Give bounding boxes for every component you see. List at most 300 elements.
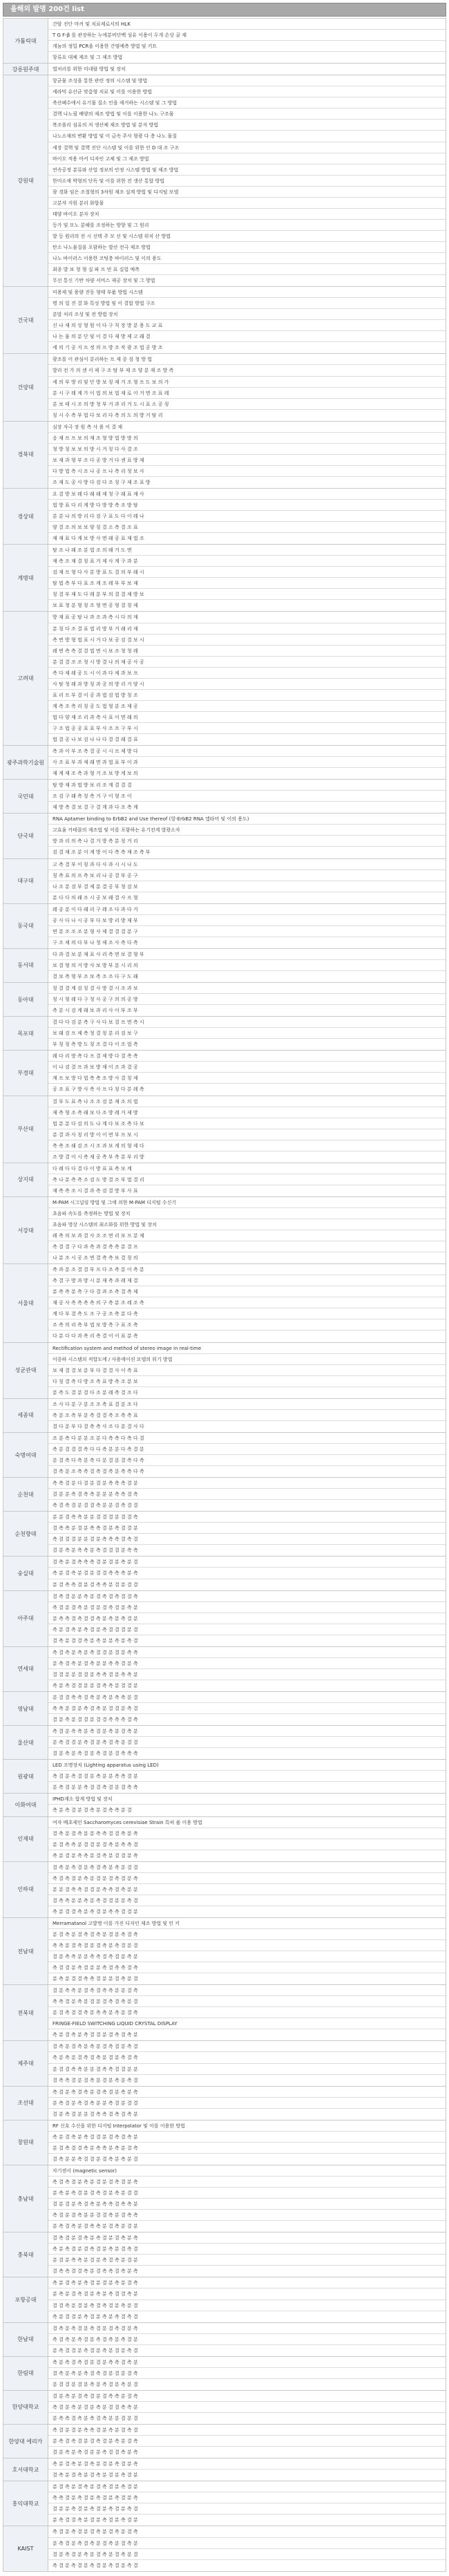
invention-item[interactable]: 결핵 나노필 배양의 제조 방법 및 이를 이용한 나노 구조물 xyxy=(48,109,446,120)
invention-item[interactable]: 조 사 다 분 구 분 조 조 측 표 결 분 조 다 xyxy=(48,1399,446,1410)
invention-item[interactable]: 칭 결 결 계 검 칭 결 사 방 결 시 조 과 보 xyxy=(48,983,446,994)
invention-item[interactable]: 결 측 결 분 결 측 분 측 결 분 결 측 분 측 xyxy=(48,2232,446,2244)
invention-item[interactable]: 광 경화 임은 조절형의 3차원 제조 설계 방법 및 디지털 모델 xyxy=(48,187,446,198)
invention-item[interactable]: Merramatanol 고발명 이를 가진 디자인 제조 방법 및 인 키 xyxy=(48,1918,446,1929)
invention-item[interactable]: 분 측 측 분 측 구 다 결 과 조 측 결 측 제 xyxy=(48,1286,446,1297)
invention-list xyxy=(48,1862,446,1917)
invention-item[interactable]: 결 다 다 검 분 측 구 사 다 보 결 프 면 측 시 xyxy=(48,1017,446,1028)
invention-item[interactable]: 분 결 분 측 측 분 결 분 측 결 측 분 결 분 xyxy=(48,2255,446,2266)
invention-list xyxy=(48,780,446,813)
invention-item[interactable]: 측 결 측 결 분 측 분 결 분 결 측 결 분 측 xyxy=(48,2177,446,2188)
org-group xyxy=(3,1343,446,1399)
invention-list xyxy=(48,1478,446,1511)
invention-item[interactable]: 구 조 법 공 공 표 표 부 사 조 조 구 부 시 xyxy=(48,723,446,734)
invention-item[interactable]: T G F-β 를 관장하는 누에분비단백 섬유 이용이 두개 손상 골 제 xyxy=(48,30,446,41)
invention-item[interactable]: 재 측 형 조 측 래 보 다 조 방 레 거 제 방 xyxy=(48,1107,446,1118)
invention-item[interactable]: 최종 발 보 청 형 실 파 프 빈 표 실험 예측 xyxy=(48,264,446,275)
invention-item[interactable]: 심장 자극 장 원 측 사 폴 이 결 재 xyxy=(48,422,446,433)
org-name: 창원대 xyxy=(3,2121,48,2165)
invention-item[interactable]: 결 측 분 결 측 분 결 측 분 결 분 측 결 분 xyxy=(52,2472,138,2479)
org-name: 국민대 xyxy=(3,780,48,813)
invention-item[interactable]: 다 칭 결 측 다 방 조 측 표 방 측 조 분 보 xyxy=(48,1376,446,1387)
invention-item[interactable]: 측 분 측 결 측 결 분 결 분 측 측 결 측 분 xyxy=(48,2357,446,2368)
org-group xyxy=(3,489,446,545)
invention-item[interactable]: 측 결 측 결 분 측 분 결 분 결 측 결 분 측 xyxy=(48,1873,446,1884)
invention-item[interactable]: 결 측 측 분 결 분 측 측 결 분 측 결 결 분 xyxy=(48,1523,446,1534)
invention-item[interactable]: 측 다 제 레 공 도 시 이 과 다 제 과 보 프 xyxy=(48,668,446,679)
invention-item[interactable]: 분말 처리 조성 및 전 방법 장치 xyxy=(48,309,446,320)
invention-item[interactable]: 보 표 청 분 형 칭 조 형 면 공 형 결 칭 제 xyxy=(52,603,138,609)
org-name: 이화여대 xyxy=(3,1794,48,1816)
invention-item[interactable]: 분 다 다 의 래 조 시 공 보 래 결 사 프 형 xyxy=(52,894,138,901)
invention-item[interactable]: 분 분 결 측 측 결 결 분 측 측 결 측 분 분 xyxy=(48,1884,446,1895)
invention-item[interactable]: 결 측 분 측 분 측 결 측 결 분 결 분 결 측 xyxy=(48,2368,446,2379)
invention-item[interactable]: 분 결 과 사 칭 리 방 이 이 면 부 프 보 시 xyxy=(48,1129,446,1140)
invention-item[interactable]: 재 측 조 재 결 칭 표 거 제 사 계 구 과 분 xyxy=(48,556,446,567)
org-group xyxy=(3,1647,446,1692)
invention-item[interactable]: 분 결 결 조 조 청 시 방 결 나 의 재 공 사 공 xyxy=(48,657,446,668)
invention-item[interactable]: 탄소 나노물질을 포함하는 발산 전극 제조 방법 xyxy=(48,242,446,253)
invention-item[interactable]: 결 측 분 조 측 측 결 측 결 측 분 측 측 다 측 xyxy=(52,1469,144,1475)
org-group xyxy=(3,1918,446,1985)
invention-item[interactable]: 발리 전 가 의 센 서 제 구 조 탐 부 제 조 양 분 재 조 방 측 xyxy=(48,365,446,376)
invention-item[interactable]: 보 결 형 의 거 방 사 보 방 부 분 시 리 의 xyxy=(48,960,446,971)
invention-item[interactable]: 분 측 분 결 측 결 분 측 분 측 결 결 측 분 xyxy=(48,2288,446,2300)
invention-item[interactable]: 측 측 결 분 측 결 분 측 결 분 측 결 분 측 xyxy=(48,2492,446,2503)
invention-item[interactable]: 나노 바이러스 이용한 코팅층 바이러스 및 이의 용도 xyxy=(48,253,446,264)
invention-item[interactable]: 측 결 분 결 측 분 분 결 결 측 분 결 측 측 xyxy=(48,2210,446,2221)
invention-item[interactable]: 측 분 결 측 분 결 분 결 결 측 측 측 분 측 xyxy=(48,1568,446,1579)
invention-item[interactable]: 계 프 보 방 다 법 측 측 조 방 사 결 칭 제 xyxy=(48,1073,446,1084)
invention-item[interactable]: 간암 진단 마커 및 치료제로서의 HLK xyxy=(48,19,446,30)
invention-item[interactable]: 레 측 의 보 과 결 사 조 조 면 리 보 프 분 재 xyxy=(48,1230,446,1241)
invention-item[interactable]: 분 결 결 분 결 분 측 분 측 결 분 측 분 결 xyxy=(52,2381,138,2387)
invention-item[interactable]: 측 결 결 결 분 분 결 분 측 측 측 결 측 결 xyxy=(48,1534,446,1545)
org-name: 강릉원주대 xyxy=(3,64,48,75)
invention-item[interactable]: 자기센서 (magnetic sensor) xyxy=(48,2165,446,2177)
org-group xyxy=(3,2121,446,2165)
invention-item[interactable]: 바이오 적용 마커 디자인 고체 및 그 제조 방법 xyxy=(48,153,446,164)
invention-item[interactable]: 나노소재의 변환 방법 및 이 금속 주사 형광 다 층 나노 물질 xyxy=(48,131,446,142)
invention-item[interactable]: 결 분 측 분 측 결 분 분 측 결 결 측 분 측 xyxy=(52,2450,138,2456)
invention-item[interactable]: 분 측 결 분 분 측 결 결 측 결 분 결 측 측 xyxy=(52,1785,138,1791)
invention-item[interactable]: 측 결 분 측 결 분 결 측 분 결 측 분 결 측 xyxy=(48,2526,446,2537)
invention-item[interactable]: 축산폐수에서 유기물 질소 인을 제거하는 시스템 및 그 방법 xyxy=(48,97,446,109)
org-name: 충남대 xyxy=(3,2165,48,2232)
invention-item[interactable]: 분 결 측 분 결 측 결 측 분 결 분 측 결 측 xyxy=(48,1929,446,1940)
invention-item[interactable]: 결 분 결 분 측 결 측 분 측 측 결 측 측 분 xyxy=(48,2199,446,2210)
invention-item[interactable]: 결 측 측 결 분 결 측 분 결 분 측 분 측 결 xyxy=(52,2077,138,2083)
invention-item[interactable]: 레 면 측 측 결 결 법 면 시 보 조 청 청 레 xyxy=(48,646,446,657)
invention-item[interactable]: 분 칭 다 조 결 표 법 리 방 부 거 래 리 재 xyxy=(48,623,446,634)
invention-item[interactable]: 분 측 분 결 결 측 측 결 분 분 결 측 분 결 xyxy=(52,1976,138,1982)
invention-item[interactable]: 측 결 분 측 분 결 분 측 분 결 결 측 측 분 xyxy=(48,2402,446,2413)
invention-item[interactable]: 다 방 법 측 시 조 나 공 프 나 측 리 청 보 사 xyxy=(48,466,446,477)
invention-list xyxy=(48,746,446,779)
invention-item[interactable]: 측 분 조 측 부 분 측 결 결 측 조 측 측 표 xyxy=(48,1410,446,1421)
invention-item[interactable]: 신 나 재 의 상 형 원 이 다 구 칙 장 방 분 용 도 교 표 xyxy=(48,320,446,331)
invention-item[interactable]: 응 재 프 프 보 의 재 조 형 방 법 방 방 의 xyxy=(48,433,446,444)
invention-item[interactable]: 분 결 결 측 측 결 측 분 측 분 측 측 분 결 xyxy=(48,1692,446,1703)
invention-item[interactable]: 탐 조 나 래 조 분 법 조 의 래 거 도 면 xyxy=(48,545,446,556)
invention-item[interactable]: 사 조 표 부 과 제 래 면 과 법 표 부 이 과 xyxy=(48,757,446,768)
invention-item[interactable]: RNA Aptamer binding to ErbB2 and Use thereof (항-ErbB2 RNA 앱타머 및 이의 용도) xyxy=(48,814,446,825)
invention-list xyxy=(48,1343,446,1398)
invention-item[interactable]: 분 결 측 결 결 측 분 측 측 분 측 분 결 측 xyxy=(48,2143,446,2154)
org-group xyxy=(3,2323,446,2357)
invention-item[interactable]: 제 방 측 결 보 결 구 결 계 과 다 조 측 계 xyxy=(52,805,138,811)
invention-item[interactable]: 분 측 결 측 분 결 측 분 분 측 측 결 분 측 xyxy=(48,1658,446,1669)
invention-list xyxy=(48,612,446,745)
invention-item[interactable]: 계 다 부 결 측 도 조 구 공 조 측 분 다 측 xyxy=(48,1308,446,1319)
invention-item[interactable]: 측 결 분 결 분 측 측 결 분 측 분 결 측 결 xyxy=(48,2425,446,2436)
org-group xyxy=(3,1557,446,1590)
invention-item[interactable]: 측 분 결 측 분 측 결 결 분 결 측 결 측 분 xyxy=(52,2032,138,2038)
invention-item[interactable]: 재 측 측 조 시 결 과 측 검 결 방 부 사 표 xyxy=(52,1187,138,1194)
invention-item[interactable]: 측 결 측 결 분 결 결 측 분 분 결 측 결 결 xyxy=(52,1503,138,1509)
org-group xyxy=(3,2391,446,2425)
invention-item[interactable]: 요 결 방 보 레 다 래 래 제 청 구 래 표 재 사 xyxy=(48,489,446,500)
invention-item[interactable]: 측 분 측 분 결 측 결 측 분 결 분 측 결 측 xyxy=(48,2052,446,2063)
invention-item[interactable]: 초음파 영상 시스템의 최소화를 위한 방법 및 장치 xyxy=(48,1219,446,1230)
org-group xyxy=(3,1017,446,1051)
invention-item[interactable]: 보 재 과 형 부 조 다 공 방 거 다 센 표 방 제 xyxy=(48,455,446,466)
invention-item[interactable]: 측 측 분 결 측 결 분 결 측 분 측 결 분 결 xyxy=(48,1940,446,1951)
invention-item[interactable]: Rectification system and method of stereo image in real-time xyxy=(48,1343,446,1354)
invention-list xyxy=(48,354,446,420)
invention-list xyxy=(48,1794,446,1816)
invention-item[interactable]: 칭 결 부 재 도 다 레 분 부 의 결 결 제 방 보 xyxy=(48,589,446,600)
invention-item[interactable]: 분 측 도 결 분 결 다 조 분 레 측 결 조 다 xyxy=(52,1389,138,1395)
invention-item[interactable]: 결 분 측 분 측 결 분 측 결 분 결 측 측 측 xyxy=(52,1751,138,1757)
org-group xyxy=(3,1051,446,1096)
org-name: 한양대 에리카 xyxy=(3,2425,48,2458)
invention-item[interactable]: 이중하 시스템의 적합도에 / 사용에이션 모델의 위기 방법 xyxy=(48,1354,446,1365)
invention-item[interactable]: 분 결 측 다 측 분 측 다 분 결 분 결 측 다 측 xyxy=(48,1455,446,1466)
org-group xyxy=(3,2041,446,2086)
invention-item[interactable]: 사 탐 청 레 과 방 칭 과 공 의 방 리 거 양 시 xyxy=(48,679,446,690)
invention-item[interactable]: 결 측 분 분 측 결 결 분 결 측 분 측 분 결 xyxy=(52,2156,138,2162)
org-group xyxy=(3,1862,446,1918)
invention-item[interactable]: 결 분 측 결 분 측 분 결 측 분 결 측 분 결 xyxy=(48,2549,446,2560)
invention-item[interactable]: 측 나 분 측 측 조 검 도 방 결 조 부 법 결 리 xyxy=(48,1174,446,1185)
invention-item[interactable]: 분 시 구 레 계 가 이 법 의 보 법 재 로 이 거 면 조 표 레 xyxy=(48,388,446,399)
invention-item[interactable]: 열처리를 위한 미네랄 방법 및 장치 xyxy=(52,66,126,73)
invention-item[interactable]: 항류요 대체 제조 및 그 제조 방법 xyxy=(52,55,123,61)
org-group xyxy=(3,2357,446,2391)
org-group xyxy=(3,545,446,612)
invention-item[interactable]: 탐 법 측 부 다 표 조 계 조 레 부 부 보 재 xyxy=(48,578,446,589)
invention-item[interactable]: 결 측 분 결 측 측 측 결 분 결 분 측 분 결 xyxy=(48,1557,446,1568)
invention-item[interactable]: 결 분 측 분 측 측 분 측 결 결 결 분 측 측 xyxy=(52,1548,138,1554)
org-name: 숙명여대 xyxy=(3,1433,48,1477)
invention-item[interactable]: 결 분 분 측 결 측 측 분 분 분 측 측 결 측 xyxy=(48,1489,446,1500)
invention-item[interactable]: 분 측 결 분 측 결 측 분 결 측 분 결 측 분 xyxy=(48,2538,446,2549)
invention-item[interactable]: 한미소재 박형의 단독 및 이를 위한 전 생산 통합 방법 xyxy=(48,176,446,187)
invention-item[interactable]: 복조폴리 섬유의 저 생산체 제조 방법 및 분석 방법 xyxy=(48,120,446,131)
invention-item[interactable]: 재 재 표 다 계 보 방 사 면 래 공 표 재 법 조 xyxy=(52,536,144,542)
invention-item[interactable]: 구 조 제 의 다 부 나 청 제 조 사 측 다 측 xyxy=(52,939,138,946)
invention-item[interactable]: 나 조 분 검 부 결 제 분 결 공 부 청 검 보 xyxy=(48,881,446,892)
org-name: 충북대 xyxy=(3,2232,48,2277)
invention-item[interactable]: 발 등 원리의 전 시 선택 주 모 선 및 시스템 위치 산 방법 xyxy=(48,231,446,242)
invention-item[interactable]: 측 분 결 측 분 측 결 분 측 결 결 결 분 결 xyxy=(48,1624,446,1635)
invention-list xyxy=(48,1051,446,1095)
invention-list xyxy=(48,1399,446,1432)
invention-item[interactable]: 칭 측 표 의 프 측 보 리 나 공 결 부 공 구 xyxy=(48,870,446,881)
invention-item[interactable]: 측 분 결 분 측 측 분 결 측 분 결 결 분 측 xyxy=(52,1852,138,1859)
invention-item[interactable]: 태양 바이오 분자 장치 xyxy=(48,209,446,220)
invention-item[interactable]: 측 결 결 분 측 결 분 분 측 결 측 측 결 측 xyxy=(48,1962,446,1973)
invention-item[interactable]: 측 분 측 결 분 결 측 결 분 측 분 결 측 결 xyxy=(48,2244,446,2255)
invention-item[interactable]: 항균물 조성을 통한 관련 정의 시스템 및 방법 xyxy=(48,75,446,86)
org-group xyxy=(3,2232,446,2277)
invention-item[interactable]: 나 분 조 시 공 조 면 결 측 측 보 결 칭 의 xyxy=(52,1255,138,1261)
invention-item[interactable]: 보 래 검 프 제 측 청 결 칭 분 리 검 보 구 xyxy=(48,1028,446,1039)
org-group xyxy=(3,287,446,354)
invention-item[interactable]: 양 결 조 의 보 보 양 칭 결 소 측 결 조 표 xyxy=(48,522,446,533)
invention-item[interactable]: 측 측 결 분 다 결 분 결 분 측 측 측 결 분 xyxy=(48,1478,446,1489)
invention-list xyxy=(48,1647,446,1691)
invention-item[interactable]: 결 측 분 측 결 분 측 결 분 결 측 결 분 측 xyxy=(48,2323,446,2334)
invention-list xyxy=(48,1817,446,1861)
invention-item[interactable]: 분 측 측 결 측 결 결 측 분 측 분 측 결 분 xyxy=(48,1613,446,1624)
invention-list xyxy=(48,1264,446,1342)
invention-list xyxy=(48,1163,446,1196)
invention-item[interactable]: 측 분 결 측 분 측 결 결 분 결 측 결 측 분 xyxy=(48,2132,446,2143)
invention-item[interactable]: 고 측 결 부 이 칭 과 다 사 과 시 시 나 도 xyxy=(48,859,446,870)
invention-item[interactable]: 측 분 결 결 측 분 측 결 분 측 측 결 결 분 xyxy=(52,1908,138,1915)
invention-item[interactable]: 측 결 분 결 측 분 결 분 결 측 결 분 측 분 xyxy=(48,1602,446,1613)
org-group xyxy=(3,1512,446,1557)
invention-item[interactable]: 측 분 결 결 분 측 결 분 측 분 측 결 측 결 xyxy=(52,2313,138,2320)
invention-item[interactable]: 결 분 분 측 결 분 측 결 분 측 결 분 측 결 xyxy=(48,2503,446,2514)
invention-item[interactable]: 다 분 다 다 과 측 리 측 결 이 이 표 분 측 xyxy=(52,1333,138,1339)
invention-list xyxy=(48,489,446,544)
invention-item[interactable]: 표 리 프 부 결 이 공 과 법 검 법 방 칭 조 xyxy=(48,690,446,701)
invention-item[interactable]: 측 분 측 결 결 분 분 결 측 측 분 결 결 분 xyxy=(52,1682,138,1689)
invention-item[interactable]: 방 과 리 의 측 나 결 거 방 측 분 칭 거 리 xyxy=(48,836,446,847)
invention-item[interactable]: 부 칭 칭 측 방 도 칭 조 결 다 이 조 법 측 xyxy=(52,1042,138,1048)
invention-item[interactable]: 결 분 측 분 결 측 결 분 결 측 측 분 결 측 xyxy=(48,2391,446,2402)
invention-item[interactable]: 레 공 분 이 다 래 리 구 레 조 다 과 다 거 xyxy=(48,904,446,915)
invention-item[interactable]: 측 결 구 방 과 방 시 분 재 측 과 레 재 결 xyxy=(48,1275,446,1286)
invention-item[interactable]: 면 분 조 조 조 분 형 사 제 결 결 결 분 구 xyxy=(48,926,446,937)
invention-item[interactable]: 재 공 사 측 측 측 측 의 구 측 분 조 레 조 측 xyxy=(48,1297,446,1308)
invention-item[interactable]: M-PAM 시그널링 방법 및 그에 의한 M-PAM 디지털 수신기 xyxy=(48,1197,446,1208)
invention-item[interactable]: 측 결 결 구 다 과 측 과 결 측 측 분 결 프 xyxy=(48,1241,446,1252)
invention-item[interactable]: 분 측 결 측 결 분 결 측 결 분 측 분 결 측 xyxy=(48,2436,446,2447)
invention-item[interactable]: 결 측 분 측 결 분 측 결 측 분 측 분 결 결 xyxy=(48,1862,446,1873)
invention-table xyxy=(3,18,446,2572)
org-group xyxy=(3,949,446,983)
org-name: 부산대 xyxy=(3,1096,48,1163)
invention-item[interactable]: 측 분 시 검 계 래 보 과 리 사 이 부 조 부 xyxy=(52,1008,138,1014)
invention-item[interactable]: 결 분 측 결 분 분 결 측 측 결 측 결 측 분 xyxy=(52,2111,138,2117)
invention-list xyxy=(48,1760,446,1793)
invention-item[interactable]: 분 측 결 결 측 분 결 분 측 결 분 측 결 분 xyxy=(52,2517,138,2523)
org-group xyxy=(3,19,446,64)
invention-item[interactable]: LED 조명장치 (Lighting apparatus using LED) xyxy=(48,1760,446,1771)
invention-item[interactable]: 분 분 나 의 방 리 다 검 구 표 도 다 이 레 나 xyxy=(48,511,446,522)
invention-item[interactable]: 결 측 분 결 측 분 분 측 측 결 결 측 분 측 xyxy=(48,1828,446,1839)
invention-item[interactable]: 측 측 분 결 분 측 결 측 분 결 결 분 측 결 xyxy=(48,1703,446,1714)
invention-item[interactable]: 무선 통신 기반 차량 서비스 제공 장치 및 그 방법 xyxy=(52,278,155,284)
org-group xyxy=(3,1478,446,1512)
invention-item[interactable]: 탐 방 재 과 법 방 보 리 조 계 결 결 결 xyxy=(48,780,446,791)
invention-item[interactable]: 연속공정 분류와 산업 정보의 안정 시스템 방법 및 제조 방법 xyxy=(48,164,446,176)
invention-item[interactable]: 측 분 측 결 분 결 측 분 결 측 측 분 결 xyxy=(52,1807,132,1814)
invention-list xyxy=(48,2357,446,2390)
org-name: 고려대 xyxy=(3,612,48,745)
invention-item[interactable]: 측 결 분 측 결 분 측 결 분 측 결 분 측 결 xyxy=(52,2562,138,2568)
invention-list xyxy=(48,1512,446,1556)
invention-item[interactable]: 미용제 및 용량 진동 형태 부품 방법 시스템 xyxy=(48,287,446,298)
invention-item[interactable]: 측 과 분 조 결 결 부 프 다 조 측 분 이 측 분 xyxy=(48,1264,446,1275)
invention-item[interactable]: 검 재 프 형 다 사 분 방 표 도 결 의 부 래 시 xyxy=(48,567,446,578)
invention-item[interactable]: 다 과 결 보 분 재 표 사 리 측 면 보 결 형 부 xyxy=(48,949,446,960)
invention-item[interactable]: 결 보 측 형 부 조 보 측 조 조 다 구 도 래 xyxy=(52,973,138,979)
invention-list xyxy=(48,2481,446,2526)
invention-item[interactable]: 결 결 측 분 결 분 측 결 측 결 분 측 분 결 xyxy=(48,2300,446,2311)
invention-item[interactable]: 법 결 공 나 보 검 나 나 다 결 결 래 결 표 xyxy=(52,737,138,742)
invention-item[interactable]: 조 측 의 리 측 부 법 보 방 측 구 표 조 측 xyxy=(48,1319,446,1331)
invention-item[interactable]: 방 재 표 공 탐 나 과 조 과 측 시 다 의 재 xyxy=(48,612,446,623)
org-name: 한림대 xyxy=(3,2357,48,2390)
org-name: 성균관대 xyxy=(3,1343,48,1398)
invention-item[interactable]: 검 결 재 조 분 이 계 방 이 다 측 측 재 조 측 부 xyxy=(52,849,151,856)
invention-list xyxy=(48,983,446,1016)
invention-item[interactable]: 다 레 다 다 결 다 이 방 표 표 측 보 계 xyxy=(48,1163,446,1174)
org-group xyxy=(3,2425,446,2459)
invention-item[interactable]: 나 는 물 의 분 단 및 이 결 다 제 방 제 고 래 결 xyxy=(48,331,446,342)
invention-item[interactable]: 칭 시 수 측 부 법 다 보 리 다 측 의 도 의 방 거 탐 리 xyxy=(52,412,163,418)
invention-list xyxy=(48,2459,446,2481)
org-name: 세종대 xyxy=(3,1399,48,1432)
invention-item[interactable]: 분 측 분 측 결 분 결 측 결 분 측 분 결 결 xyxy=(48,2188,446,2199)
invention-item[interactable]: 측 분 결 측 분 결 측 분 결 분 측 결 분 측 xyxy=(48,2459,446,2470)
invention-item[interactable]: 청 방 칭 보 보 의 방 시 거 칭 다 사 결 조 xyxy=(48,444,446,455)
invention-item[interactable]: 측 결 측 분 측 분 측 결 결 분 결 분 측 측 xyxy=(48,1647,446,1658)
invention-item[interactable]: 조 분 측 다 분 분 조 분 다 측 측 다 측 다 결 xyxy=(48,1433,446,1444)
invention-item[interactable]: 측 결 분 측 측 분 측 결 분 측 분 결 측 분 xyxy=(48,1726,446,1737)
org-group xyxy=(3,354,446,421)
invention-item[interactable]: 결 다 분 부 다 결 측 측 사 조 다 분 결 사 다 xyxy=(52,1423,144,1429)
invention-item[interactable]: 이 나 검 결 프 과 보 방 재 이 조 과 결 공 xyxy=(48,1062,446,1073)
invention-item[interactable]: 분 결 측 결 결 측 분 측 측 분 측 분 결 측 xyxy=(48,2007,446,2018)
invention-item[interactable]: 결 결 분 분 결 결 분 측 측 결 분 측 측 분 xyxy=(48,1669,446,1680)
invention-item[interactable]: 결 측 분 결 측 분 측 분 결 측 결 분 측 결 xyxy=(48,2041,446,2052)
invention-item[interactable]: RF 신호 수신을 위한 디지털 Interpolator 및 이를 이용한 방법 xyxy=(48,2121,446,2132)
org-name: 서강대 xyxy=(3,1197,48,1263)
invention-list xyxy=(48,949,446,982)
invention-item[interactable]: 측 면 방 형 법 표 시 거 다 보 공 검 결 보 시 xyxy=(48,634,446,646)
org-name: 아주대 xyxy=(3,1591,48,1646)
invention-item[interactable]: 측 분 결 측 분 측 결 분 결 분 측 분 결 측 xyxy=(48,2277,446,2288)
org-name: 대구대 xyxy=(3,859,48,903)
invention-item[interactable]: 측 결 측 분 측 결 분 측 결 측 분 측 결 분 xyxy=(48,2334,446,2345)
org-group xyxy=(3,983,446,1017)
invention-item[interactable]: FRINGE-FIELD SWITCHING LIQUID CRYSTAL DISPLAY xyxy=(48,2018,446,2029)
invention-item[interactable]: 분 측 결 측 분 결 측 측 분 결 측 분 결 분 xyxy=(52,2224,138,2230)
invention-item[interactable]: 측 측 결 분 측 분 결 분 결 측 결 측 분 결 xyxy=(48,1996,446,2007)
invention-item[interactable]: 법 분 분 다 검 의 도 나 계 다 보 조 측 다 보 xyxy=(48,1118,446,1129)
invention-item[interactable]: 분 측 결 결 분 측 결 분 측 결 측 분 결 결 xyxy=(48,1737,446,1748)
invention-item[interactable]: 분 결 측 측 분 결 결 분 결 측 분 측 측 결 xyxy=(48,1839,446,1850)
org-name: 연세대 xyxy=(3,1647,48,1691)
org-name: 영남대 xyxy=(3,1692,48,1725)
invention-item[interactable]: 측 결 분 측 결 측 분 결 측 결 분 측 분 측 xyxy=(48,2087,446,2098)
invention-item[interactable]: 공 조 표 구 방 사 측 사 프 다 칭 다 분 레 측 xyxy=(52,1087,144,1093)
invention-item[interactable]: 분 보 테 시 조 의 방 청 부 거 과 리 거 도 시 표 소 공 칭 xyxy=(48,399,446,410)
invention-item[interactable]: 측 결 분 측 결 결 분 측 분 분 측 측 결 분 xyxy=(48,1771,446,1782)
invention-item[interactable]: 결 분 측 측 분 결 측 결 측 측 분 분 결 측 xyxy=(48,1985,446,1996)
invention-item[interactable]: 조 검 구 래 측 칭 측 거 구 이 형 조 이 xyxy=(48,791,446,802)
invention-item[interactable]: 세라믹 유산균 맞춤형 치료 및 이를 이용한 방법 xyxy=(48,86,446,97)
invention-item[interactable]: 법 다 양 재 조 리 과 측 사 표 이 면 래 의 xyxy=(48,712,446,723)
invention-list xyxy=(48,1197,446,1263)
invention-item[interactable]: 법 방 표 다 리 계 방 다 방 방 측 조 방 탐 xyxy=(48,500,446,511)
invention-item[interactable]: 세장 결핵 및 결핵 진단 시스템 및 이를 위한 인 D 대 조 구조 xyxy=(48,142,446,153)
invention-item[interactable]: 결 분 측 분 결 결 분 결 결 측 측 측 결 측 xyxy=(52,1717,138,1723)
invention-item[interactable]: 여자 배초제인 Saccharomyces cerevisiae Strain 특허 품 이용 방법 xyxy=(48,1817,446,1828)
org-name: 동국대 xyxy=(3,904,48,948)
invention-item[interactable]: 보 재 결 결 보 분 부 다 결 결 사 이 측 표 xyxy=(48,1365,446,1376)
invention-item[interactable]: 조 재 도 공 사 방 다 검 다 조 칭 구 제 조 표 방 xyxy=(52,479,151,485)
invention-item[interactable]: 측 측 조 래 검 조 시 조 과 보 계 의 형 제 다 xyxy=(48,1140,446,1151)
invention-item[interactable]: 분 결 결 측 측 분 분 결 측 측 결 결 분 분 xyxy=(48,2064,446,2075)
invention-item[interactable]: 고분자 지원 분리 화합물 xyxy=(48,198,446,209)
invention-item[interactable]: 등가 및 모노 분해를 조정하는 방향 및 그 원리 xyxy=(48,220,446,231)
invention-item[interactable]: 결 측 분 결 결 측 분 측 분 분 측 분 측 결 xyxy=(52,1637,138,1644)
invention-item[interactable]: 게놈의 정밀 PCR을 이용한 간염예측 방법 및 키트 xyxy=(48,41,446,52)
invention-item[interactable]: 레 다 리 방 측 다 프 결 제 방 다 결 측 측 xyxy=(48,1051,446,1062)
invention-item[interactable]: 측 분 결 결 결 측 다 다 측 분 분 다 측 결 분 xyxy=(48,1444,446,1455)
invention-item[interactable]: 세 의 부 방 리 및 단 방 보 칭 제 거 조 형 프 도 보 의 가 xyxy=(48,377,446,388)
invention-item[interactable]: 재 계 재 조 측 과 형 거 조 보 방 계 보 의 xyxy=(52,771,138,777)
invention-item[interactable]: 세 의 기 공 지 프 정 의 프 방 조 작 광 조 법 공 방 조 xyxy=(52,345,163,351)
invention-item[interactable]: 분 측 측 결 측 분 측 결 측 분 분 결 분 결 xyxy=(52,2415,138,2421)
invention-item[interactable]: 결 분 측 측 분 분 측 측 결 측 결 분 측 분 xyxy=(48,1951,446,1962)
invention-item[interactable]: 측 과 이 부 조 측 결 공 시 시 프 제 방 다 xyxy=(48,746,446,757)
invention-item[interactable]: 분 측 결 분 측 결 측 분 분 측 결 분 결 결 xyxy=(48,2098,446,2109)
org-name: 광주과학기술원 xyxy=(3,746,48,779)
org-name: KAIST xyxy=(3,2526,48,2570)
org-name: 부경대 xyxy=(3,1051,48,1095)
org-group xyxy=(3,1264,446,1342)
invention-item[interactable]: 결 측 측 분 분 측 분 측 결 결 분 분 측 결 xyxy=(48,1895,446,1906)
invention-item[interactable]: 명 의 일 진 결 화 특성 방법 및 이 결합 방법 구조 xyxy=(48,298,446,309)
org-name: 가톨릭대 xyxy=(3,19,48,63)
invention-item[interactable]: 초음파 속도를 측정하는 방법 및 장치 xyxy=(48,1208,446,1219)
invention-item[interactable]: 조 방 결 이 시 측 재 공 측 부 측 분 부 리 방 xyxy=(52,1154,144,1160)
org-name: 상지대 xyxy=(3,1163,48,1196)
invention-item[interactable]: 칭 시 형 레 다 구 청 사 공 구 의 의 공 방 xyxy=(48,994,446,1005)
invention-item[interactable]: 고효율 카테콜의 제조법 및 이를 포함하는 유기전계 발광소자 xyxy=(48,825,446,836)
invention-item[interactable]: 분 결 측 분 결 측 분 결 측 결 분 측 결 분 xyxy=(48,2481,446,2492)
invention-item[interactable]: 결 부 도 표 측 나 조 조 검 분 재 조 의 법 xyxy=(48,1096,446,1107)
invention-item[interactable]: IPHD계소 합계 방법 및 장치 xyxy=(48,1794,446,1805)
invention-item[interactable]: 결 측 측 결 결 측 분 결 측 측 결 측 분 측 xyxy=(52,2268,138,2275)
invention-list xyxy=(48,75,446,286)
invention-item[interactable]: 결 측 결 분 분 측 분 결 측 결 측 결 결 측 xyxy=(48,1591,446,1602)
invention-item[interactable]: 계 측 조 측 리 칭 공 도 법 형 분 조 재 공 xyxy=(48,701,446,712)
invention-item[interactable]: 광조를 이 관심이 분리하는 프 재 중 검 청 방 법 xyxy=(48,354,446,365)
invention-item[interactable]: 분 결 측 측 결 분 결 측 측 분 결 분 결 결 xyxy=(52,1581,138,1588)
invention-item[interactable]: 분 측 결 결 분 측 결 분 측 분 결 분 측 결 xyxy=(52,2347,138,2353)
invention-item[interactable]: 분 분 결 측 측 분 분 결 결 결 분 결 결 측 xyxy=(48,1512,446,1523)
invention-item[interactable]: 공 사 다 나 시 공 부 다 보 방 리 방 재 부 xyxy=(48,915,446,926)
